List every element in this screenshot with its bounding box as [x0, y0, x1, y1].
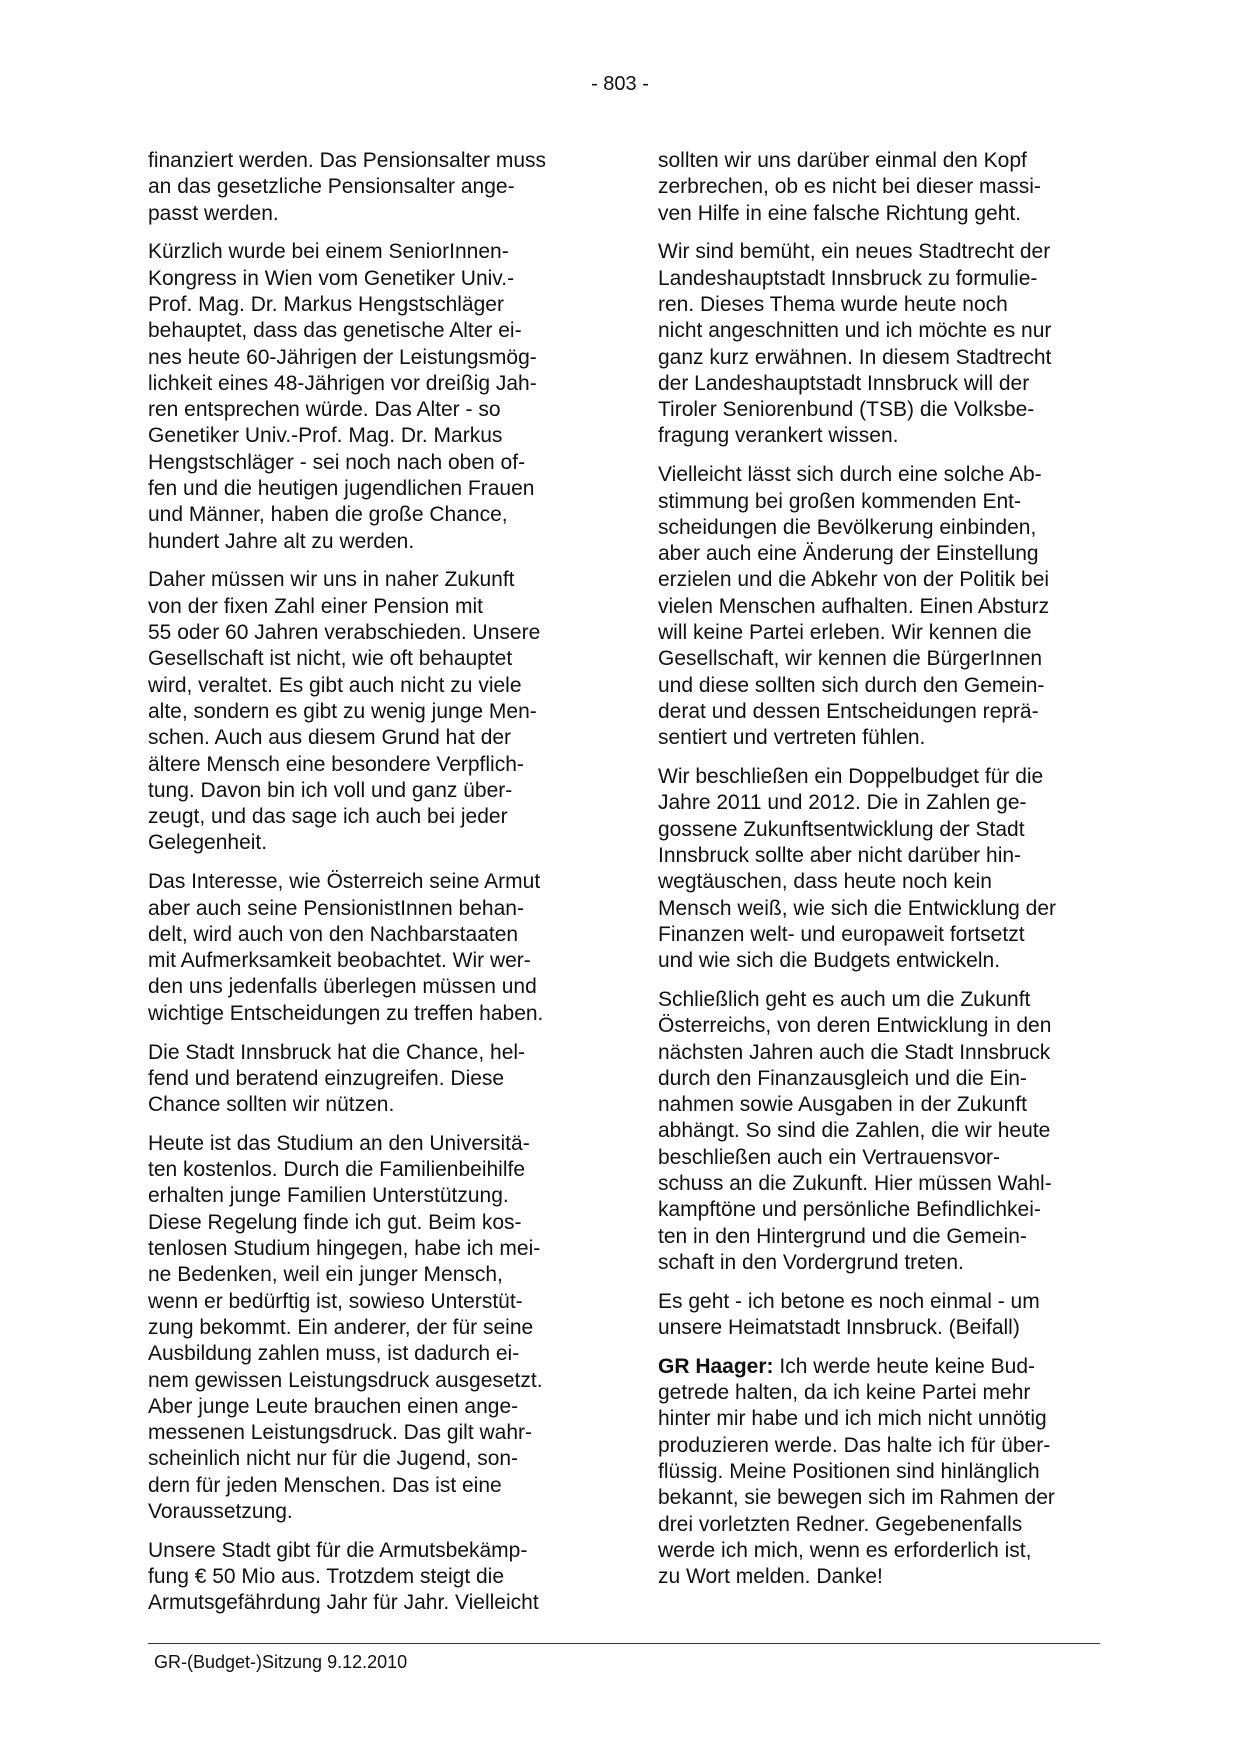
text-line: sollten wir uns darüber einmal den Kopf	[658, 149, 1027, 172]
text-line: getrede halten, da ich keine Partei mehr	[658, 1381, 1031, 1405]
text-line: Unsere Stadt gibt für die Armutsbekämp-	[148, 1538, 528, 1562]
text-line: Daher müssen wir uns in naher Zukunft	[148, 568, 515, 592]
text-line: 55 oder 60 Jahren verabschieden. Unsere	[148, 621, 541, 645]
text-line: kampftöne und persönliche Befindlichkei-	[658, 1198, 1041, 1222]
text-line: ältere Mensch eine besondere Verpflich-	[148, 752, 524, 776]
text-line: Heute ist das Studium an den Universitä-	[148, 1131, 530, 1155]
paragraph	[148, 239, 598, 555]
text-line: werde ich mich, wenn es erforderlich ist,	[658, 1538, 1032, 1562]
text-line: Finanzen welt- und europaweit fortsetzt	[658, 922, 1025, 946]
text-line: tenlosen Studium hingegen, habe ich mei-	[148, 1237, 541, 1261]
text-line: produzieren werde. Das halte ich für über-	[658, 1433, 1051, 1457]
text-line: nes heute 60-Jährigen der Leistungsmög-	[148, 345, 537, 369]
text-line: nächsten Jahren auch die Stadt Innsbruck	[658, 1040, 1051, 1064]
text-line: Wir sind bemüht, ein neues Stadtrecht der	[658, 240, 1051, 264]
text-line: Gesellschaft ist nicht, wie oft behauptet	[148, 647, 513, 671]
text-line: der Landeshauptstadt Innsbruck will der	[658, 371, 1030, 395]
text-line: wenn er bedürftig ist, sowieso Unterstüt-	[148, 1289, 523, 1313]
text-line: nahmen sowie Ausgaben in der Zukunft	[658, 1093, 1027, 1117]
paragraph	[148, 869, 598, 1027]
text-line: Diese Regelung finde ich gut. Beim kos-	[148, 1210, 522, 1234]
speaker-text: Ich werde heute keine Bud-	[773, 1354, 1036, 1378]
text-line: gossene Zukunftsentwicklung der Stadt	[658, 817, 1025, 841]
text-line: Wir beschließen ein Doppelbudget für die	[658, 765, 1044, 789]
text-line: ten kostenlos. Durch die Familienbeihilfe	[148, 1158, 526, 1182]
text-line: abhängt. So sind die Zahlen, die wir heute	[658, 1119, 1051, 1143]
text-line: Kürzlich wurde bei einem SeniorInnen-	[148, 240, 509, 264]
text-line: nicht angeschnitten und ich möchte es nur	[658, 319, 1052, 343]
text-line: hinter mir habe und ich mich nicht unnötig	[658, 1407, 1047, 1431]
text-line: wegtäuschen, dass heute noch kein	[658, 870, 992, 894]
text-line: Hengstschläger - sei noch nach oben of-	[148, 450, 526, 474]
text-line: zerbrechen, ob es nicht bei dieser massi-	[658, 175, 1041, 199]
text-line: wird, veraltet. Es gibt auch nicht zu viele	[148, 673, 522, 697]
text-line: Armutsgefährdung Jahr für Jahr. Vielleicht	[148, 1591, 539, 1615]
text-line: schaft in den Vordergrund treten.	[658, 1250, 964, 1274]
speaker-name: GR Haager:	[658, 1354, 774, 1378]
text-line: dern für jeden Menschen. Das ist eine	[148, 1473, 502, 1497]
text-line: Genetiker Univ.-Prof. Mag. Dr. Markus	[148, 424, 503, 448]
paragraph	[148, 1040, 598, 1119]
text-line: Das Interesse, wie Österreich seine Armut	[148, 870, 541, 894]
text-line: Gelegenheit.	[148, 831, 268, 855]
text-line: Landeshauptstadt Innsbruck zu formulie-	[658, 266, 1038, 290]
text-line: schuss an die Zukunft. Hier müssen Wahl-	[658, 1171, 1052, 1195]
page-number: - 803 -	[591, 73, 649, 95]
left-column	[148, 148, 598, 1629]
text-line: Es geht - ich betone es noch einmal - um	[658, 1289, 1040, 1313]
text-line: zung bekommt. Ein anderer, der für seine	[148, 1315, 534, 1339]
footer-text: GR-(Budget-)Sitzung 9.12.2010	[154, 1652, 408, 1672]
text-line: tung. Davon bin ich voll und ganz über-	[148, 778, 513, 802]
text-line: ren. Dieses Thema wurde heute noch	[658, 292, 1008, 316]
text-line: ganz kurz erwähnen. In diesem Stadtrecht	[658, 345, 1052, 369]
text-line: flüssig. Meine Positionen sind hinlänglich	[658, 1459, 1040, 1483]
paragraph	[148, 148, 598, 227]
text-line: Aber junge Leute brauchen einen ange-	[148, 1394, 519, 1418]
text-line: und Männer, haben die große Chance,	[148, 503, 508, 527]
paragraph	[658, 764, 1108, 974]
text-line: beschließen auch ein Vertrauensvor-	[658, 1145, 1001, 1169]
text-line: aber auch seine PensionistInnen behan-	[148, 896, 524, 920]
text-line: bekannt, sie bewegen sich im Rahmen der	[658, 1486, 1055, 1510]
text-line: zeugt, und das sage ich auch bei jeder	[148, 805, 508, 829]
text-line: derat und dessen Entscheidungen reprä-	[658, 699, 1039, 723]
text-line: schen. Auch aus diesem Grund hat der	[148, 726, 512, 750]
text-line: ven Hilfe in eine falsche Richtung geht.	[658, 201, 1022, 225]
text-line: Tiroler Seniorenbund (TSB) die Volksbe-	[658, 398, 1035, 422]
text-line: finanziert werden. Das Pensionsalter muss	[148, 149, 547, 172]
text-line: Mensch weiß, wie sich die Entwicklung der	[658, 896, 1056, 920]
text-line: Voraussetzung.	[148, 1500, 293, 1524]
text-line: alte, sondern es gibt zu wenig junge Men-	[148, 699, 537, 723]
text-line: nem gewissen Leistungsdruck ausgesetzt.	[148, 1368, 543, 1392]
text-line: vielen Menschen aufhalten. Einen Absturz	[658, 594, 1050, 618]
text-line: Jahre 2011 und 2012. Die in Zahlen ge-	[658, 791, 1027, 815]
text-line: Die Stadt Innsbruck hat die Chance, hel-	[148, 1040, 526, 1064]
text-line: zu Wort melden. Danke!	[658, 1565, 883, 1589]
text-line: will keine Partei erleben. Wir kennen die	[658, 621, 1032, 645]
text-line: Ausbildung zahlen muss, ist dadurch ei-	[148, 1342, 520, 1366]
text-line: Prof. Mag. Dr. Markus Hengstschläger	[148, 292, 504, 316]
paragraph	[148, 567, 598, 856]
right-column	[658, 148, 1108, 1603]
text-line: an das gesetzliche Pensionsalter ange-	[148, 175, 515, 199]
paragraph	[148, 1131, 598, 1525]
text-line: Gesellschaft, wir kennen die BürgerInnen	[658, 647, 1043, 671]
text-line: mit Aufmerksamkeit beobachtet. Wir wer-	[148, 949, 531, 973]
text-line: behauptet, dass das genetische Alter ei-	[148, 319, 522, 343]
text-line: ne Bedenken, weil ein junger Mensch,	[148, 1263, 503, 1287]
text-line: scheidungen die Bevölkerung einbinden,	[658, 515, 1037, 539]
text-line: fung € 50 Mio aus. Trotzdem steigt die	[148, 1565, 505, 1589]
paragraph	[658, 148, 1108, 227]
text-line: fragung verankert wissen.	[658, 424, 899, 448]
text-line: wichtige Entscheidungen zu treffen haben.	[148, 1001, 544, 1025]
text-line: ten in den Hintergrund und die Gemein-	[658, 1224, 1027, 1248]
footer-divider	[148, 1643, 1100, 1644]
text-line: hundert Jahre alt zu werden.	[148, 529, 415, 553]
text-line: unsere Heimatstadt Innsbruck. (Beifall)	[658, 1315, 1020, 1339]
text-line: scheinlich nicht nur für die Jugend, son-	[148, 1447, 519, 1471]
text-line: Schließlich geht es auch um die Zukunft	[658, 987, 1031, 1011]
text-line: Chance sollten wir nützen.	[148, 1093, 395, 1117]
text-line: erhalten junge Familien Unterstützung.	[148, 1184, 509, 1208]
text-line: und wie sich die Budgets entwickeln.	[658, 949, 1001, 973]
text-line: Vielleicht lässt sich durch eine solche Ab-	[658, 463, 1042, 487]
text-line: aber auch eine Änderung der Einstellung	[658, 542, 1039, 566]
text-line: erzielen und die Abkehr von der Politik bei	[658, 568, 1050, 592]
text-line: stimmung bei großen kommenden Ent-	[658, 489, 1021, 513]
text-line: von der fixen Zahl einer Pension mit	[148, 594, 484, 618]
text-line: Kongress in Wien vom Genetiker Univ.-	[148, 266, 515, 290]
paragraph	[658, 987, 1108, 1276]
text-line: lichkeit eines 48-Jährigen vor dreißig Jah-	[148, 371, 537, 395]
text-line: passt werden.	[148, 201, 279, 225]
paragraph	[148, 1538, 598, 1617]
text-line: Österreichs, von deren Entwicklung in den	[658, 1014, 1052, 1038]
speaker-paragraph	[658, 1354, 1108, 1591]
text-line: und diese sollten sich durch den Gemein-	[658, 673, 1045, 697]
text-line: Innsbruck sollte aber nicht darüber hin-	[658, 843, 1022, 867]
text-line: messenen Leistungsdruck. Das gilt wahr-	[148, 1421, 533, 1445]
text-line: fend und beratend einzugreifen. Diese	[148, 1066, 505, 1090]
paragraph	[658, 239, 1108, 449]
text-line: drei vorletzten Redner. Gegebenenfalls	[658, 1512, 1023, 1536]
text-line	[658, 1354, 1108, 1380]
text-line: delt, wird auch von den Nachbarstaaten	[148, 922, 519, 946]
text-line: fen und die heutigen jugendlichen Frauen	[148, 477, 535, 501]
text-line: den uns jedenfalls überlegen müssen und	[148, 975, 537, 999]
paragraph	[658, 1289, 1108, 1342]
text-line: ren entsprechen würde. Das Alter - so	[148, 398, 501, 422]
text-line: durch den Finanzausgleich und die Ein-	[658, 1066, 1027, 1090]
text-line: sentiert und vertreten fühlen.	[658, 726, 926, 750]
paragraph	[658, 462, 1108, 751]
